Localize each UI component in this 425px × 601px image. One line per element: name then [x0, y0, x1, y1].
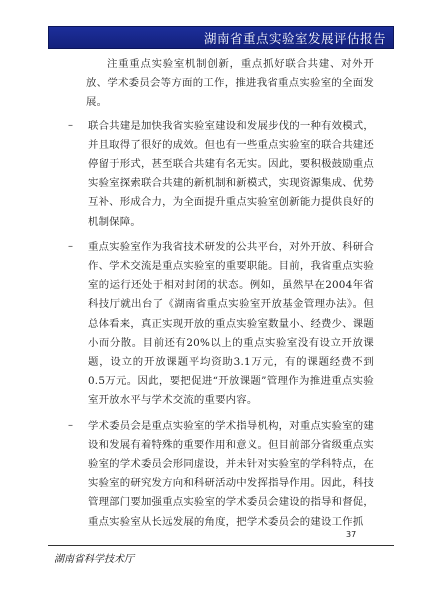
page-number: 37 — [346, 530, 357, 539]
document-body — [68, 55, 374, 538]
footer-divider — [48, 545, 394, 546]
list-item-open-access — [46, 238, 374, 411]
header-band — [48, 26, 394, 49]
list-item-text: 重点实验室作为我省技术研发的公共平台，对外开放、科研合作、学术交流是重点实验室的重要职能。目前，我省重点实验室的运行还处于相对封闭的状态。例如，虽然早在2004年省科技厅就出台了《湖南省重点实验室开放基金管理办法》。但总体看来，真正实现开放的重点实验室数量小、经费少、课题小而分散。目前还有20%以上的重点实验室没有设立开放课题，设立的开放课题平均资助3.1万元，有的课题经费不到0.5万元。因此，要把促进“开放课题”管理作为推进重点实验室开放水平与学术交流的重要内容。 — [88, 240, 374, 407]
intro-paragraph: 注重重点实验室机制创新，重点抓好联合共建、对外开放、学术委员会等方面的工作，推进我省重点实验室的全面发展。 — [86, 58, 374, 109]
bullet-dash: – — [68, 419, 74, 431]
bullet-dash: – — [68, 119, 74, 131]
bullet-dash: – — [68, 240, 74, 252]
list-item-text: 联合共建是加快我省实验室建设和发展步伐的一种有效模式，并且取得了很好的成效。但也有一些重点实验室的联合共建还停留于形式，甚至联合共建有名无实。因此，要积极鼓励重点实验室探索联合共建的新机制和新模式，实现资源集成、优势互补、形成合力，为全面提升重点实验室创新能力提供良好的机制保障。 — [88, 119, 374, 228]
list-item-text: 学术委员会是重点实验室的学术指导机构，对重点实验室的建设和发展有着特殊的重要作用和意义。但目前部分省级重点实验室的学术委员会形同虚设，并未针对实验室的学科特点，在实验室的研究发方向和科研活动中发挥指导作用。因此，科技管理部门要加强重点实验室的学术委员会建设的指导和督促，重点实验室从长远发展的角度，把学术委员会的建设工作抓 — [88, 419, 374, 528]
footer-organization: 湖南省科学技术厅 — [54, 554, 134, 565]
report-title: 湖南省重点实验室发展评估报告 — [203, 31, 386, 46]
list-item-joint-construction — [46, 117, 374, 232]
list-item-academic-committee — [46, 417, 374, 532]
